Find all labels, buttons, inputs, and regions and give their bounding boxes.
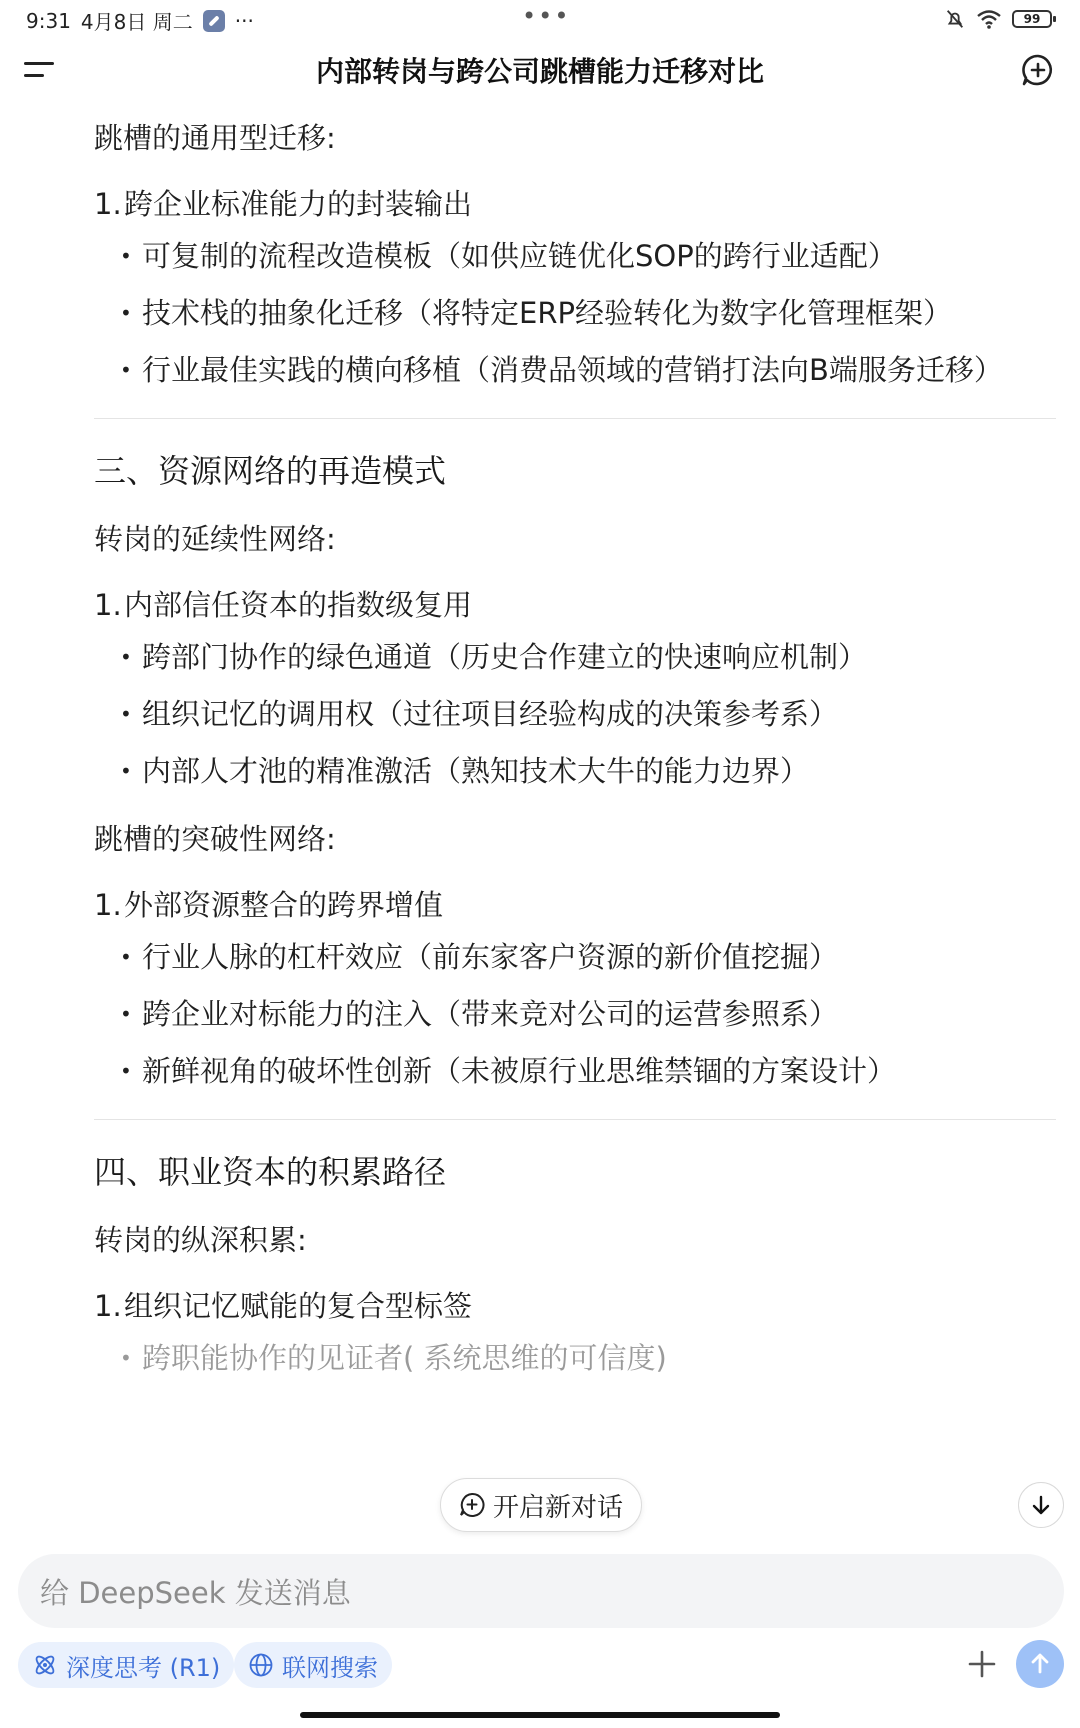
bullet-item	[120, 234, 1056, 278]
sub-label: 跳槽的突破性网络:	[94, 822, 336, 856]
bullet-dot-icon: •	[120, 645, 132, 669]
scroll-down-button[interactable]	[1018, 1482, 1064, 1528]
bullet-text: 行业最佳实践的横向移植（消费品领域的营销打法向B端服务迁移）	[142, 353, 1003, 387]
bullet-item	[120, 1336, 1056, 1380]
list-item-title: 组织记忆赋能的复合型标签	[124, 1289, 473, 1323]
bullet-dot-icon: •	[120, 759, 132, 783]
bullet-list	[120, 234, 1056, 392]
bullet-list	[120, 1336, 1056, 1380]
list-number: 1.	[94, 588, 122, 622]
window-dots-icon[interactable]: •••	[522, 2, 571, 30]
new-chat-icon[interactable]	[1020, 52, 1056, 88]
bullet-list	[120, 935, 1056, 1093]
bullet-dot-icon: •	[120, 244, 132, 268]
atom-icon	[32, 1652, 58, 1678]
bullet-text: 跨企业对标能力的注入（带来竞对公司的运营参照系）	[142, 997, 839, 1031]
app-header	[0, 40, 1080, 102]
status-right	[944, 8, 1052, 30]
list-item	[94, 1286, 1056, 1326]
status-left	[26, 6, 254, 35]
sub-label: 转岗的纵深积累:	[94, 1223, 307, 1257]
bullet-text: 跨部门协作的绿色通道（历史合作建立的快速响应机制）	[142, 640, 868, 674]
bullet-item	[120, 992, 1056, 1036]
globe-icon	[248, 1652, 274, 1678]
bullet-item	[120, 692, 1056, 736]
bullet-item	[120, 749, 1056, 793]
arrow-down-icon	[1029, 1493, 1053, 1517]
list-number: 1.	[94, 888, 122, 922]
wrench-icon	[203, 10, 225, 32]
arrow-up-icon	[1027, 1651, 1053, 1677]
list-item	[94, 585, 1056, 625]
bullet-list	[120, 635, 1056, 793]
web-search-toggle[interactable]	[234, 1642, 392, 1688]
bullet-text: 新鲜视角的破坏性创新（未被原行业思维禁锢的方案设计）	[142, 1054, 897, 1088]
bullet-text: 可复制的流程改造模板（如供应链优化SOP的跨行业适配）	[142, 239, 897, 273]
bullet-text: 跨职能协作的见证者( 系统思维的可信度)	[142, 1341, 667, 1375]
list-item-title: 跨企业标准能力的封装输出	[124, 187, 473, 221]
list-item-title: 内部信任资本的指数级复用	[124, 588, 473, 622]
bullet-text: 内部人才池的精准激活（熟知技术大牛的能力边界）	[142, 754, 810, 788]
sub-label: 转岗的延续性网络:	[94, 522, 336, 556]
deep-think-toggle[interactable]	[18, 1642, 234, 1688]
new-chat-icon	[459, 1492, 485, 1518]
list-item	[94, 184, 1056, 224]
send-button[interactable]	[1016, 1640, 1064, 1688]
mute-bell-icon	[944, 8, 966, 30]
page-title: 内部转岗与跨公司跳槽能力迁移对比	[315, 55, 764, 88]
list-item-title: 外部资源整合的跨界增值	[124, 888, 444, 922]
battery-icon: 99	[1012, 10, 1052, 28]
bullet-item	[120, 348, 1056, 392]
wifi-icon	[976, 8, 1002, 30]
bullet-dot-icon: •	[120, 1002, 132, 1026]
message-input[interactable]	[18, 1554, 1064, 1628]
status-more: ···	[234, 8, 254, 33]
bullet-item	[120, 935, 1056, 979]
home-indicator[interactable]	[300, 1712, 780, 1718]
list-number: 1.	[94, 187, 122, 221]
bullet-dot-icon: •	[120, 301, 132, 325]
bullet-item	[120, 1049, 1056, 1093]
bullet-dot-icon: •	[120, 1346, 132, 1370]
section-divider	[94, 418, 1056, 419]
list-item	[94, 885, 1056, 925]
section-heading: 四、职业资本的积累路径	[94, 1153, 447, 1191]
bullet-dot-icon: •	[120, 1059, 132, 1083]
new-chat-button[interactable]	[440, 1478, 642, 1532]
status-bar	[0, 0, 1080, 38]
bullet-dot-icon: •	[120, 945, 132, 969]
web-search-label: 联网搜索	[282, 1653, 378, 1682]
status-date: 4月8日 周二	[80, 10, 193, 34]
status-time: 9:31	[26, 8, 71, 33]
deep-think-label: 深度思考 (R1)	[66, 1653, 221, 1682]
plus-icon[interactable]	[962, 1644, 1002, 1684]
chat-content[interactable]	[94, 110, 1056, 1530]
bullet-dot-icon: •	[120, 358, 132, 382]
bullet-text: 组织记忆的调用权（过往项目经验构成的决策参考系）	[142, 697, 839, 731]
bullet-text: 行业人脉的杠杆效应（前东家客户资源的新价值挖掘）	[142, 940, 839, 974]
bullet-text: 技术栈的抽象化迁移（将特定ERP经验转化为数字化管理框架）	[142, 296, 952, 330]
intro-label: 跳槽的通用型迁移:	[94, 121, 336, 155]
bullet-item	[120, 635, 1056, 679]
section-divider	[94, 1119, 1056, 1120]
list-number: 1.	[94, 1289, 122, 1323]
message-placeholder: 给 DeepSeek 发送消息	[40, 1575, 351, 1610]
bullet-item	[120, 291, 1056, 335]
section-heading: 三、资源网络的再造模式	[94, 452, 447, 490]
bullet-dot-icon: •	[120, 702, 132, 726]
new-chat-label: 开启新对话	[492, 1492, 623, 1523]
